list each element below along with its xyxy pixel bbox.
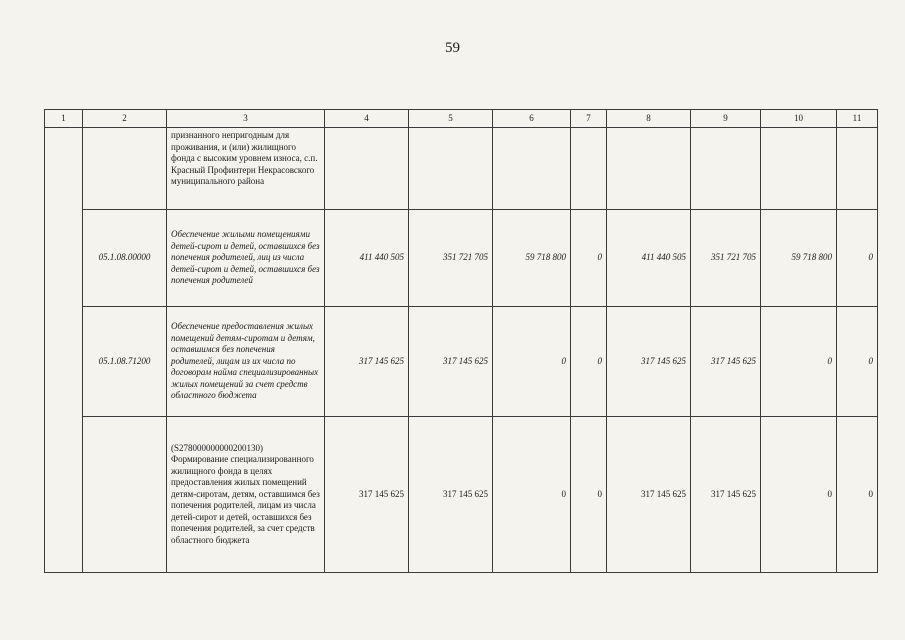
cell-col10: 0: [761, 307, 837, 417]
cell-col4: 411 440 505: [325, 210, 409, 307]
page-number: 59: [445, 40, 460, 56]
table-row: [45, 417, 878, 573]
cell-col9: 317 145 625: [691, 307, 761, 417]
column-header-4: 4: [325, 110, 409, 128]
table-row: [45, 307, 878, 417]
cell-col5: 317 145 625: [409, 417, 493, 573]
cell-col6: 0: [493, 307, 571, 417]
cell-col4: [325, 128, 409, 210]
column-header-3: 3: [167, 110, 325, 128]
column-header-9: 9: [691, 110, 761, 128]
cell-col11: 0: [837, 210, 878, 307]
cell-col6: 59 718 800: [493, 210, 571, 307]
cell-col8: 411 440 505: [607, 210, 691, 307]
column-header-11: 11: [837, 110, 878, 128]
cell-col7: 0: [571, 307, 607, 417]
cell-col4: 317 145 625: [325, 307, 409, 417]
cell-col5: 351 721 705: [409, 210, 493, 307]
cell-description: Обеспечение предоставления жилых помещений детям-сиротам и детям, оставшимся без попечения родителей, лицам из их числа по договорам найма специализированных жилых помещений за счет средств областного бюджета: [167, 307, 325, 417]
cell-code: [83, 128, 167, 210]
column-header-10: 10: [761, 110, 837, 128]
cell-col11: 0: [837, 307, 878, 417]
cell-col6: [493, 128, 571, 210]
cell-col7: [571, 128, 607, 210]
column-header-8: 8: [607, 110, 691, 128]
column-header-2: 2: [83, 110, 167, 128]
cell-col10: 0: [761, 417, 837, 573]
cell-code: 05.1.08.71200: [83, 307, 167, 417]
budget-table: [44, 109, 878, 573]
cell-description: признанного непригодным для проживания, и (или) жилищного фонда с высоким уровнем износа, с.п. Красный Профинтерн Некрасовского муниципального района: [167, 128, 325, 210]
cell-col11: [837, 128, 878, 210]
cell-code: 05.1.08.00000: [83, 210, 167, 307]
cell-col10: 59 718 800: [761, 210, 837, 307]
column-header-1: 1: [45, 110, 83, 128]
table-row: [45, 128, 878, 210]
cell-col6: 0: [493, 417, 571, 573]
column-header-6: 6: [493, 110, 571, 128]
row-group-cell: [45, 128, 83, 573]
column-header-5: 5: [409, 110, 493, 128]
cell-col10: [761, 128, 837, 210]
cell-col11: 0: [837, 417, 878, 573]
cell-col9: 317 145 625: [691, 417, 761, 573]
cell-col9: [691, 128, 761, 210]
cell-col7: 0: [571, 210, 607, 307]
cell-col7: 0: [571, 417, 607, 573]
cell-description: (S278000000000200130) Формирование специализированного жилищного фонда в целях предоставления жилых помещений детям-сиротам, детям, оставшимся без попечения родителей, лицам из числа детей-сирот и детей, оставшихся без попечения родителей, за счет средств областного бюджета: [167, 417, 325, 573]
cell-col8: 317 145 625: [607, 417, 691, 573]
cell-col9: 351 721 705: [691, 210, 761, 307]
cell-col5: 317 145 625: [409, 307, 493, 417]
cell-description: Обеспечение жилыми помещениями детей-сирот и детей, оставшихся без попечения родителей, лиц из числа детей-сирот и детей, оставшихся без попечения родителей: [167, 210, 325, 307]
cell-col8: 317 145 625: [607, 307, 691, 417]
cell-col4: 317 145 625: [325, 417, 409, 573]
cell-code: [83, 417, 167, 573]
table-row: [45, 210, 878, 307]
cell-col5: [409, 128, 493, 210]
column-header-7: 7: [571, 110, 607, 128]
header-row: [45, 110, 878, 128]
cell-col8: [607, 128, 691, 210]
